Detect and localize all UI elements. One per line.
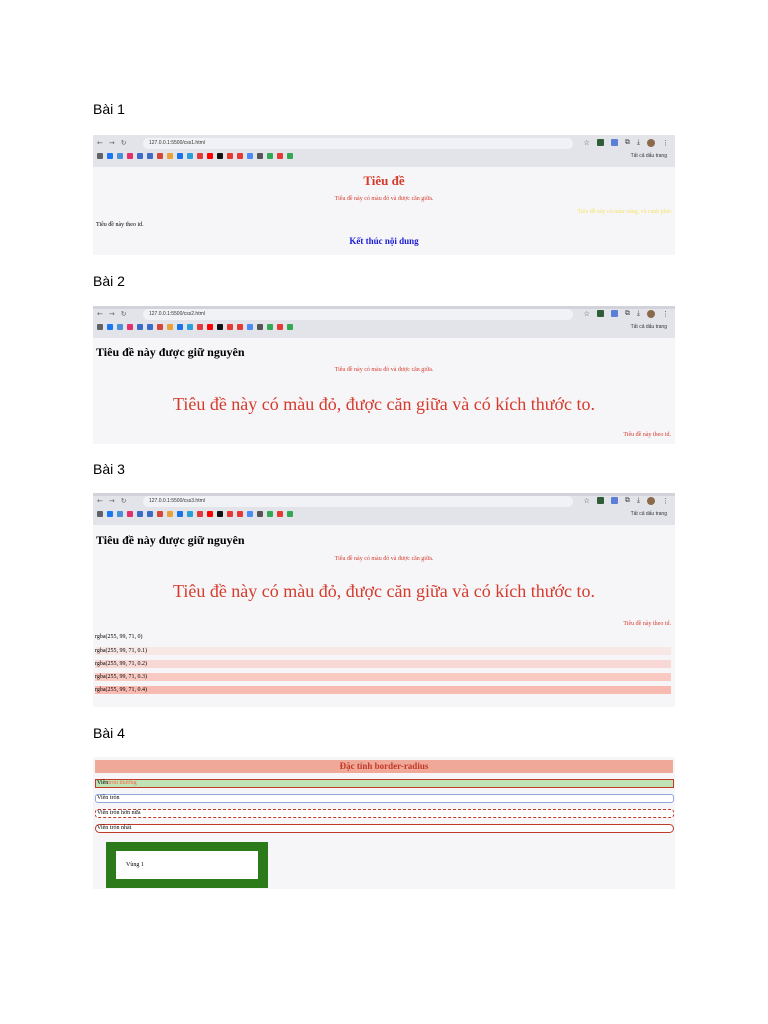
bookmark-icon[interactable] — [237, 324, 243, 330]
bookmark-icon[interactable] — [227, 511, 233, 517]
extension-icon[interactable] — [597, 139, 604, 146]
bookmark-icon[interactable] — [117, 324, 123, 330]
address-bar[interactable]: 127.0.0.1:5500/css3.html — [143, 496, 573, 507]
screenshot-bai-2 — [93, 306, 675, 444]
menu-icon[interactable]: ⋮ — [662, 496, 669, 505]
star-icon[interactable]: ☆ — [583, 309, 590, 318]
chrome-icon[interactable] — [177, 324, 183, 330]
bai1-right-yellow: Tiêu đề này có màu vàng, và canh phải — [577, 209, 671, 215]
bookmark-icon[interactable] — [137, 511, 143, 517]
rgba-row: rgba(255, 99, 71, 0) — [95, 634, 143, 640]
bookmarks-bar — [97, 153, 293, 159]
bookmark-icon[interactable] — [267, 324, 273, 330]
rgba-row: rgba(255, 99, 71, 0.2) — [95, 660, 671, 668]
messenger-icon[interactable] — [187, 324, 193, 330]
browser-chrome — [93, 493, 675, 525]
bookmark-icon[interactable] — [247, 324, 253, 330]
forward-icon[interactable]: → — [108, 139, 115, 147]
extension-icon[interactable] — [597, 310, 604, 317]
facebook-icon[interactable] — [107, 153, 113, 159]
bai3-kept: Tiêu đề này được giữ nguyên — [96, 533, 245, 547]
tiktok-icon[interactable] — [217, 324, 223, 330]
bookmark-icon[interactable] — [277, 511, 283, 517]
drive-icon[interactable] — [287, 324, 293, 330]
bai4-title: Đặc tính border-radius — [95, 760, 673, 773]
facebook-icon[interactable] — [107, 324, 113, 330]
bai3-by-id: Tiêu đề này theo id. — [623, 621, 671, 627]
apps-icon[interactable] — [97, 324, 103, 330]
bookmark-icon[interactable] — [167, 153, 173, 159]
reload-icon[interactable]: ↻ — [120, 139, 127, 147]
bookmark-icon[interactable] — [257, 324, 263, 330]
gmail-icon[interactable] — [157, 511, 163, 517]
back-icon[interactable]: ← — [97, 497, 103, 505]
bookmark-icon[interactable] — [277, 153, 283, 159]
bookmark-icon[interactable] — [227, 153, 233, 159]
browser-chrome — [93, 306, 675, 338]
browser-chrome — [93, 135, 675, 167]
bai1-by-id: Tiêu đề này theo id. — [96, 222, 144, 228]
download-icon[interactable]: ⤓ — [636, 309, 640, 317]
instagram-icon[interactable] — [127, 324, 133, 330]
bookmark-icon[interactable] — [237, 153, 243, 159]
instagram-icon[interactable] — [127, 511, 133, 517]
rgba-row: rgba(255, 99, 71, 0.3) — [95, 673, 671, 681]
drive-icon[interactable] — [287, 153, 293, 159]
translate-icon[interactable] — [611, 139, 618, 146]
chrome-icon[interactable] — [177, 153, 183, 159]
address-bar[interactable]: 127.0.0.1:5500/css1.html — [143, 138, 573, 149]
bai3-small-red: Tiêu đề này có màu đỏ và được căn giữa. — [334, 556, 434, 562]
youtube-icon[interactable] — [207, 324, 213, 330]
row1-label-a: Viền — [97, 780, 109, 786]
bookmark-icon[interactable] — [237, 511, 243, 517]
address-bar[interactable]: 127.0.0.1:5500/css2.html — [143, 309, 573, 320]
bookmark-icon[interactable] — [247, 153, 253, 159]
drive-icon[interactable] — [287, 511, 293, 517]
toolbar-icons — [584, 496, 669, 505]
heading-bai-4: Bài 4 — [93, 725, 125, 741]
bai2-small-red: Tiêu đề này có màu đỏ và được căn giữa. — [334, 367, 434, 373]
bai2-by-id: Tiêu đề này theo id. — [623, 432, 671, 438]
bai2-kept: Tiêu đề này được giữ nguyên — [96, 345, 245, 359]
avatar[interactable] — [647, 497, 655, 505]
green-border-box — [106, 842, 268, 888]
avatar[interactable] — [647, 310, 655, 318]
bookmark-icon[interactable] — [267, 153, 273, 159]
heading-bai-1: Bài 1 — [93, 101, 125, 117]
avatar[interactable] — [647, 139, 655, 147]
bookmark-icon[interactable] — [117, 153, 123, 159]
border-row-most-rounded: Viền tròn nhất — [95, 824, 674, 833]
bookmark-icon[interactable] — [167, 511, 173, 517]
back-icon[interactable]: ← — [97, 139, 103, 147]
reload-icon[interactable]: ↻ — [120, 310, 127, 318]
bookmark-icon[interactable] — [197, 324, 203, 330]
instagram-icon[interactable] — [127, 153, 133, 159]
screenshot-bai-1 — [93, 135, 675, 255]
tiktok-icon[interactable] — [217, 153, 223, 159]
bookmark-icon[interactable] — [277, 324, 283, 330]
bookmark-icon[interactable] — [257, 511, 263, 517]
translate-icon[interactable] — [611, 497, 618, 504]
youtube-icon[interactable] — [207, 511, 213, 517]
apps-icon[interactable] — [97, 153, 103, 159]
border-row-more-rounded: Viền tròn hơn nữa — [95, 809, 674, 818]
star-icon[interactable]: ☆ — [583, 496, 590, 505]
bookmark-icon[interactable] — [117, 511, 123, 517]
bookmark-icon[interactable] — [147, 511, 153, 517]
extension-icon[interactable] — [597, 497, 604, 504]
forward-icon[interactable]: → — [108, 497, 115, 505]
row1-label-b: tròn thường — [108, 780, 137, 786]
puzzle-icon[interactable]: ⧉ — [624, 496, 630, 504]
bookmark-icon[interactable] — [147, 324, 153, 330]
screenshot-bai-3 — [93, 493, 675, 707]
menu-icon[interactable]: ⋮ — [662, 309, 669, 318]
heading-bai-3: Bài 3 — [93, 461, 125, 477]
toolbar-icons — [584, 138, 669, 147]
nav-buttons — [97, 139, 127, 147]
all-bookmarks-label[interactable]: Tất cả dấu trang — [630, 153, 667, 159]
download-icon[interactable]: ⤓ — [636, 496, 640, 504]
toolbar-icons — [584, 309, 669, 318]
youtube-icon[interactable] — [207, 153, 213, 159]
rgba-row: rgba(255, 99, 71, 0.1) — [95, 647, 671, 655]
menu-icon[interactable]: ⋮ — [662, 138, 669, 147]
border-row-rounded: Viền tròn — [95, 794, 674, 803]
bai1-title: Tiêu đề — [363, 173, 405, 188]
bookmarks-bar — [97, 511, 293, 517]
bookmark-icon[interactable] — [147, 153, 153, 159]
bai1-centered-red: Tiêu đề này có màu đỏ và được căn giữa. — [334, 196, 434, 202]
all-bookmarks-label[interactable]: Tất cả dấu trang — [630, 324, 667, 330]
apps-icon[interactable] — [97, 511, 103, 517]
bookmark-icon[interactable] — [167, 324, 173, 330]
puzzle-icon[interactable]: ⧉ — [624, 138, 630, 146]
chrome-icon[interactable] — [177, 511, 183, 517]
puzzle-icon[interactable]: ⧉ — [624, 309, 630, 317]
bookmark-icon[interactable] — [227, 324, 233, 330]
gmail-icon[interactable] — [157, 153, 163, 159]
back-icon[interactable]: ← — [97, 310, 103, 318]
bookmark-icon[interactable] — [257, 153, 263, 159]
bai1-end: Kết thúc nội dung — [349, 236, 419, 246]
star-icon[interactable]: ☆ — [583, 138, 590, 147]
bai2-big-red: Tiêu đề này có màu đỏ, được căn giữa và có kích thước to. — [172, 394, 596, 414]
rgba-row: rgba(255, 99, 71, 0.4) — [95, 686, 671, 694]
screenshot-bai-4 — [93, 757, 675, 889]
bai3-big-red: Tiêu đề này có màu đỏ, được căn giữa và có kích thước to. — [172, 581, 596, 601]
bookmark-icon[interactable] — [267, 511, 273, 517]
nav-buttons — [97, 310, 127, 318]
bookmark-icon[interactable] — [137, 153, 143, 159]
all-bookmarks-label[interactable]: Tất cả dấu trang — [630, 511, 667, 517]
facebook-icon[interactable] — [107, 511, 113, 517]
border-row-normal — [95, 779, 674, 788]
region-1: Vùng 1 — [116, 851, 258, 879]
download-icon[interactable]: ⤓ — [636, 138, 640, 146]
translate-icon[interactable] — [611, 310, 618, 317]
messenger-icon[interactable] — [187, 511, 193, 517]
gmail-icon[interactable] — [157, 324, 163, 330]
bookmark-icon[interactable] — [197, 153, 203, 159]
bookmark-icon[interactable] — [197, 511, 203, 517]
forward-icon[interactable]: → — [108, 310, 115, 318]
bookmark-icon[interactable] — [137, 324, 143, 330]
bookmark-icon[interactable] — [247, 511, 253, 517]
nav-buttons — [97, 497, 127, 505]
tiktok-icon[interactable] — [217, 511, 223, 517]
messenger-icon[interactable] — [187, 153, 193, 159]
reload-icon[interactable]: ↻ — [120, 497, 127, 505]
bookmarks-bar — [97, 324, 293, 330]
heading-bai-2: Bài 2 — [93, 273, 125, 289]
